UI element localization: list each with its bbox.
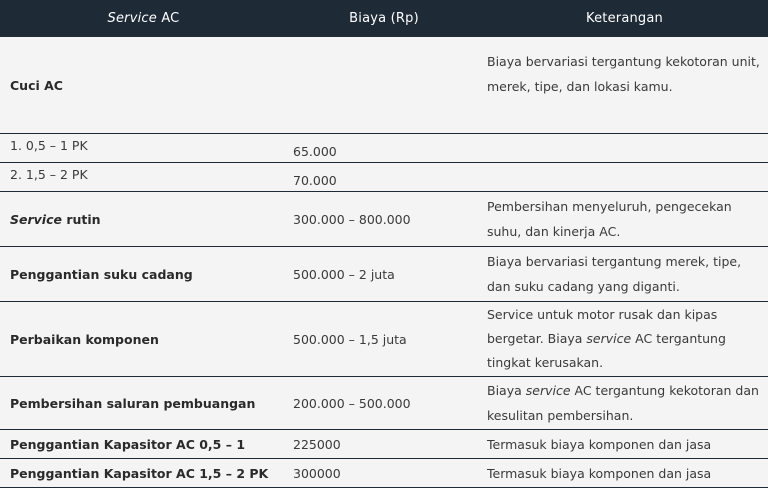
keterangan-text: Termasuk biaya komponen dan jasa — [487, 436, 712, 452]
biaya-value: 500.000 – 2 juta — [293, 266, 395, 282]
service-name: Pembersihan saluran pembuangan — [10, 395, 256, 411]
biaya-value: 200.000 – 500.000 — [293, 395, 411, 411]
table-row — [0, 37, 768, 134]
table-header — [0, 0, 768, 37]
service-name: 2. 1,5 – 2 PK — [10, 167, 88, 182]
keterangan-cell — [481, 459, 768, 488]
header-biaya — [287, 0, 481, 37]
service-cell — [0, 459, 287, 488]
table-row — [0, 192, 768, 247]
header-service-rest: AC — [156, 11, 180, 26]
keterangan-text: AC tergantung kekotoran dan kesulitan pembersihan. — [487, 383, 759, 423]
biaya-cell — [287, 247, 481, 302]
keterangan-text: Biaya — [487, 383, 526, 398]
service-name: Perbaikan komponen — [10, 331, 159, 347]
keterangan-cell — [481, 192, 768, 247]
service-italic: Service — [10, 211, 62, 227]
service-cell — [0, 134, 287, 163]
service-cell — [0, 302, 287, 377]
keterangan-text: Pembersihan menyeluruh, pengecekan suhu, dan kinerja AC. — [487, 199, 732, 239]
biaya-cell — [287, 430, 481, 459]
biaya-cell — [287, 134, 481, 163]
service-cell — [0, 163, 287, 192]
biaya-cell — [287, 163, 481, 192]
header-row — [0, 0, 768, 37]
keterangan-text: Service untuk motor rusak dan kipas bergetar. Biaya — [487, 307, 718, 346]
header-keterangan-text: Keterangan — [586, 11, 663, 26]
keterangan-cell — [481, 37, 768, 134]
table-row — [0, 134, 768, 163]
service-name: Cuci AC — [10, 77, 63, 93]
keterangan-italic: service — [525, 383, 571, 398]
biaya-value: 300000 — [293, 465, 341, 481]
service-cell — [0, 247, 287, 302]
header-biaya-text: Biaya (Rp) — [349, 11, 419, 26]
biaya-value: 300.000 – 800.000 — [293, 211, 411, 227]
service-name: Penggantian suku cadang — [10, 266, 193, 282]
keterangan-italic: service — [586, 331, 632, 346]
table-row — [0, 430, 768, 459]
service-cell — [0, 430, 287, 459]
table-body — [0, 37, 768, 488]
header-service-italic: Service — [107, 11, 157, 26]
service-cell — [0, 192, 287, 247]
table-row — [0, 163, 768, 192]
keterangan-cell — [481, 134, 768, 163]
header-keterangan — [481, 0, 768, 37]
biaya-value: 65.000 — [293, 144, 337, 159]
service-name: Penggantian Kapasitor AC 0,5 – 1 — [10, 436, 246, 452]
keterangan-text: Biaya bervariasi tergantung kekotoran unit, merek, tipe, dan lokasi kamu. — [487, 54, 760, 94]
service-cell — [0, 37, 287, 134]
service-name: Penggantian Kapasitor AC 1,5 – 2 PK — [10, 465, 269, 481]
service-name: 1. 0,5 – 1 PK — [10, 138, 88, 153]
biaya-value: 500.000 – 1,5 juta — [293, 331, 407, 347]
keterangan-text: AC tergantung tingkat kerusakan. — [487, 331, 726, 370]
service-cell — [0, 377, 287, 430]
keterangan-text: Termasuk biaya komponen dan jasa — [487, 465, 712, 481]
biaya-cell — [287, 37, 481, 134]
table-row — [0, 459, 768, 488]
table-row — [0, 247, 768, 302]
table-row — [0, 377, 768, 430]
keterangan-cell — [481, 377, 768, 430]
table-row — [0, 302, 768, 377]
biaya-cell — [287, 459, 481, 488]
biaya-cell — [287, 302, 481, 377]
keterangan-cell — [481, 247, 768, 302]
biaya-value: 70.000 — [293, 173, 337, 188]
service-name: rutin — [61, 211, 101, 227]
keterangan-cell — [481, 163, 768, 192]
keterangan-text: Biaya bervariasi tergantung merek, tipe, dan suku cadang yang diganti. — [487, 254, 742, 294]
biaya-value: 225000 — [293, 436, 341, 452]
biaya-cell — [287, 377, 481, 430]
header-service — [0, 0, 287, 37]
keterangan-cell — [481, 430, 768, 459]
biaya-cell — [287, 192, 481, 247]
keterangan-cell — [481, 302, 768, 377]
